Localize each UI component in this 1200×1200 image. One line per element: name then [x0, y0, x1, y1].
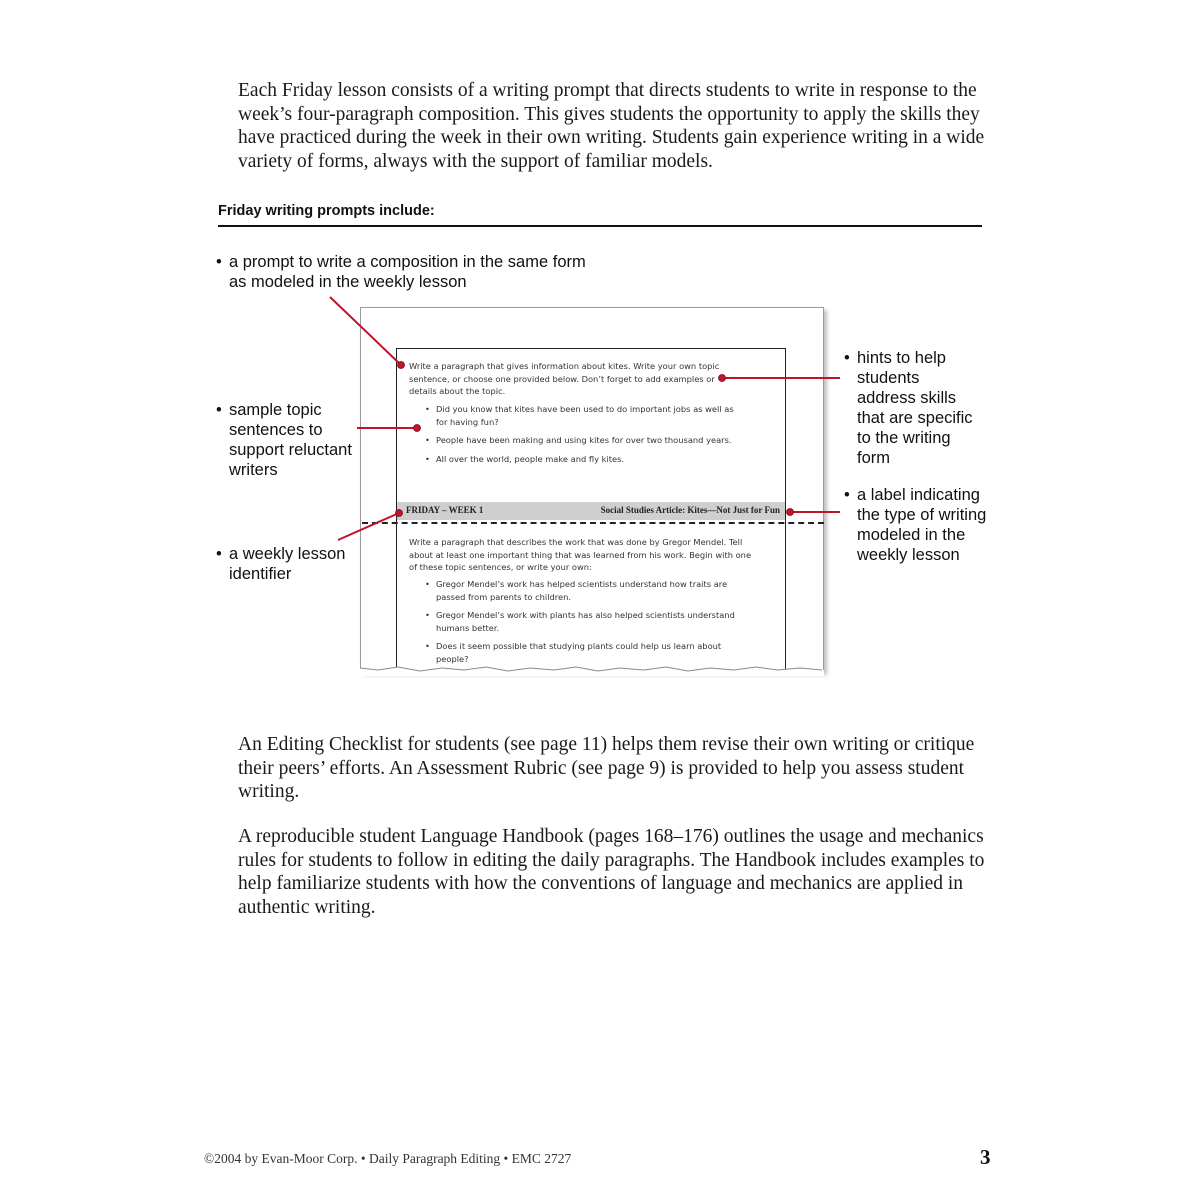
- callout-lesson-identifier: [216, 544, 364, 584]
- section-divider: [218, 225, 982, 227]
- callout-prompt-text: a prompt to write a composition in the same form as modeled in the weekly lesson: [229, 253, 586, 291]
- sample-prompt-kites: Write a paragraph that gives information about kites. Write your own topic sentence, or choose one provided below. Don’t forget to add examples or details about the topic.: [409, 361, 720, 396]
- language-handbook-paragraph: A reproducible student Language Handbook (pages 168–176) outlines the usage and mechanics rules for students to follow in editing the daily paragraphs. The Handbook includes examples to help familiarize students with how the conventions of language and mechanics are applied in authentic writing.: [238, 826, 985, 918]
- torn-edge: [358, 664, 828, 676]
- list-item: • All over the world, people make and fly kites.: [423, 453, 743, 466]
- list-item: • Does it seem possible that studying plants could help us learn about people?: [423, 640, 743, 665]
- list-item: • Gregor Mendel’s work with plants has also helped scientists understand humans better.: [423, 609, 743, 634]
- sample-worksheet-page: [360, 307, 824, 672]
- callout-hints: [844, 348, 982, 468]
- sample-lesson-header: [397, 502, 785, 520]
- callout-lesson-identifier-text: a weekly lesson identifier: [229, 545, 346, 583]
- footer-copyright: ©2004 by Evan-Moor Corp. • Daily Paragraph Editing • EMC 2727: [204, 1151, 572, 1166]
- sample-prompt-mendel: Write a paragraph that describes the work that was done by Gregor Mendel. Tell about at least one important thing that was learned from his work. Begin with one of these topic sentences, or write your own:: [409, 537, 752, 572]
- sample-topic-list-kites: [423, 403, 743, 471]
- section-heading: Friday writing prompts include:: [218, 203, 435, 219]
- bullet: •: [216, 401, 222, 419]
- bullet: •: [844, 486, 850, 504]
- intro-paragraph: Each Friday lesson consists of a writing prompt that directs students to write in response to the week’s four-paragraph composition. This gives students the opportunity to apply the skills they have practiced during the week in their own writing. Students gain experience writing in a wide variety of forms, always with the support of familiar models.: [238, 80, 985, 172]
- writing-type-label: Social Studies Article: Kites—Not Just for Fun: [600, 505, 780, 515]
- callout-prompt: [216, 252, 589, 292]
- callout-topic-sentences: [216, 400, 364, 480]
- callout-hints-text: hints to help students address skills that are specific to the writing form: [857, 349, 973, 467]
- bullet: •: [216, 545, 222, 563]
- page-number: 3: [980, 1145, 991, 1169]
- bullet: •: [844, 349, 850, 367]
- bullet: •: [216, 253, 222, 271]
- callout-topic-sentences-text: sample topic sentences to support reluctant writers: [229, 401, 352, 479]
- list-item: • Did you know that kites have been used to do important jobs as well as for having fun?: [423, 403, 743, 428]
- list-item: • Gregor Mendel’s work has helped scientists understand how traits are passed from parents to children.: [423, 578, 743, 603]
- callout-writing-type-label-text: a label indicating the type of writing modeled in the weekly lesson: [857, 486, 987, 564]
- list-item: • People have been making and using kites for over two thousand years.: [423, 434, 743, 447]
- lesson-identifier: FRIDAY – WEEK 1: [406, 505, 484, 515]
- editing-checklist-paragraph: An Editing Checklist for students (see page 11) helps them revise their own writing or critique their peers’ efforts. An Assessment Rubric (see page 9) is provided to help you assess student writing.: [238, 734, 975, 802]
- cut-line: [362, 522, 824, 524]
- callout-writing-type-label: [844, 485, 1002, 565]
- sample-topic-list-mendel: [423, 578, 743, 671]
